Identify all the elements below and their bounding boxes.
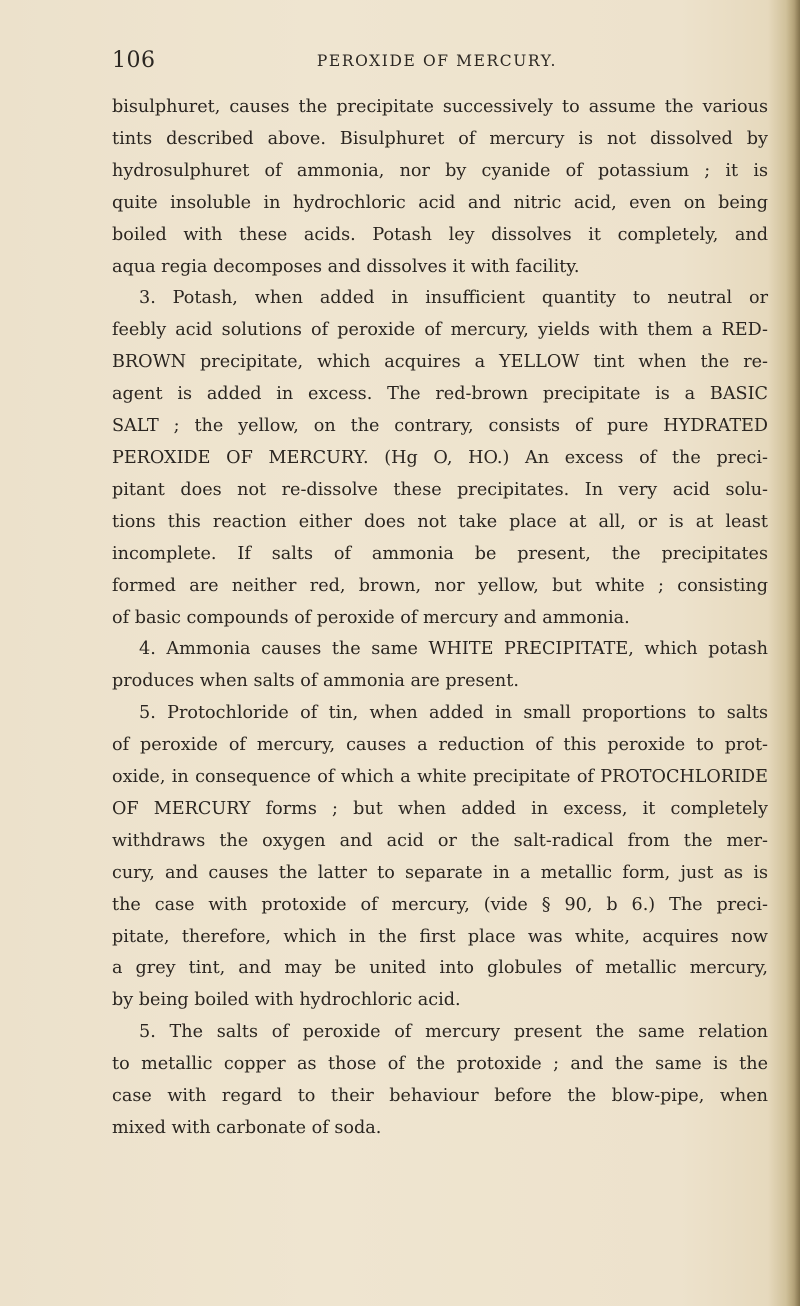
text-line: a grey tint, and may be united into globules of metallic mercury, <box>112 958 768 979</box>
body-text <box>112 92 768 1145</box>
text-line: case with regard to their behaviour before the blow-pipe, when <box>112 1086 768 1107</box>
text-line: OF MERCURY forms ; but when added in excess, it completely <box>112 798 768 819</box>
text-line: to metallic copper as those of the protoxide ; and the same is the <box>112 1054 768 1075</box>
text-line: 5. Protochloride of tin, when added in small proportions to salts <box>139 703 768 724</box>
text-line: feebly acid solutions of peroxide of mercury, yields with them a RED- <box>112 320 768 341</box>
text-line: PEROXIDE OF MERCURY. (Hg O, HO.) An excess of the preci- <box>112 447 768 468</box>
text-line: aqua regia decomposes and dissolves it with facility. <box>112 256 580 277</box>
text-line: SALT ; the yellow, on the contrary, consists of pure HYDRATED <box>112 416 768 437</box>
text-line: agent is added in excess. The red-brown precipitate is a BASIC <box>112 384 768 405</box>
text-line: formed are neither red, brown, nor yellow, but white ; consisting <box>112 575 768 596</box>
text-line: oxide, in consequence of which a white precipitate of PROTOCHLORIDE <box>112 767 768 788</box>
text-line: 5. The salts of peroxide of mercury present the same relation <box>139 1022 768 1043</box>
text-line: withdraws the oxygen and acid or the salt-radical from the mer- <box>112 830 768 851</box>
text-line: hydrosulphuret of ammonia, nor by cyanide of potassium ; it is <box>112 160 768 181</box>
page-number: 106 <box>112 48 156 73</box>
text-line: of peroxide of mercury, causes a reduction of this peroxide to prot- <box>112 735 768 756</box>
text-line: the case with protoxide of mercury, (vide § 90, b 6.) The preci- <box>112 894 768 915</box>
text-line: BROWN precipitate, which acquires a YELLOW tint when the re- <box>112 352 768 373</box>
text-line: quite insoluble in hydrochloric acid and nitric acid, even on being <box>112 192 768 213</box>
page-edge-shadow <box>786 0 800 1306</box>
text-line: cury, and causes the latter to separate in a metallic form, just as is <box>112 862 768 883</box>
text-line: mixed with carbonate of soda. <box>112 1118 382 1138</box>
text-line: tints described above. Bisulphuret of mercury is not dissolved by <box>112 128 768 149</box>
text-line: 3. Potash, when added in insufficient quantity to neutral or <box>139 288 768 309</box>
text-line: tions this reaction either does not take place at all, or is at least <box>112 511 768 532</box>
text-line: by being boiled with hydrochloric acid. <box>112 990 461 1011</box>
text-line: pitant does not re-dissolve these precipitates. In very acid solu- <box>112 479 768 500</box>
text-line: pitate, therefore, which in the first place was white, acquires now <box>112 926 768 947</box>
text-line: incomplete. If salts of ammonia be present, the precipitates <box>112 543 768 564</box>
running-head: PEROXIDE OF MERCURY. <box>316 52 558 70</box>
text-line: produces when salts of ammonia are present. <box>112 671 519 692</box>
text-line: boiled with these acids. Potash ley dissolves it completely, and <box>112 224 768 245</box>
text-line: 4. Ammonia causes the same WHITE PRECIPITATE, which potash <box>139 639 768 660</box>
text-line: of basic compounds of peroxide of mercury and ammonia. <box>112 607 630 628</box>
text-line: bisulphuret, causes the precipitate successively to assume the various <box>112 97 768 117</box>
page-header <box>112 48 742 78</box>
